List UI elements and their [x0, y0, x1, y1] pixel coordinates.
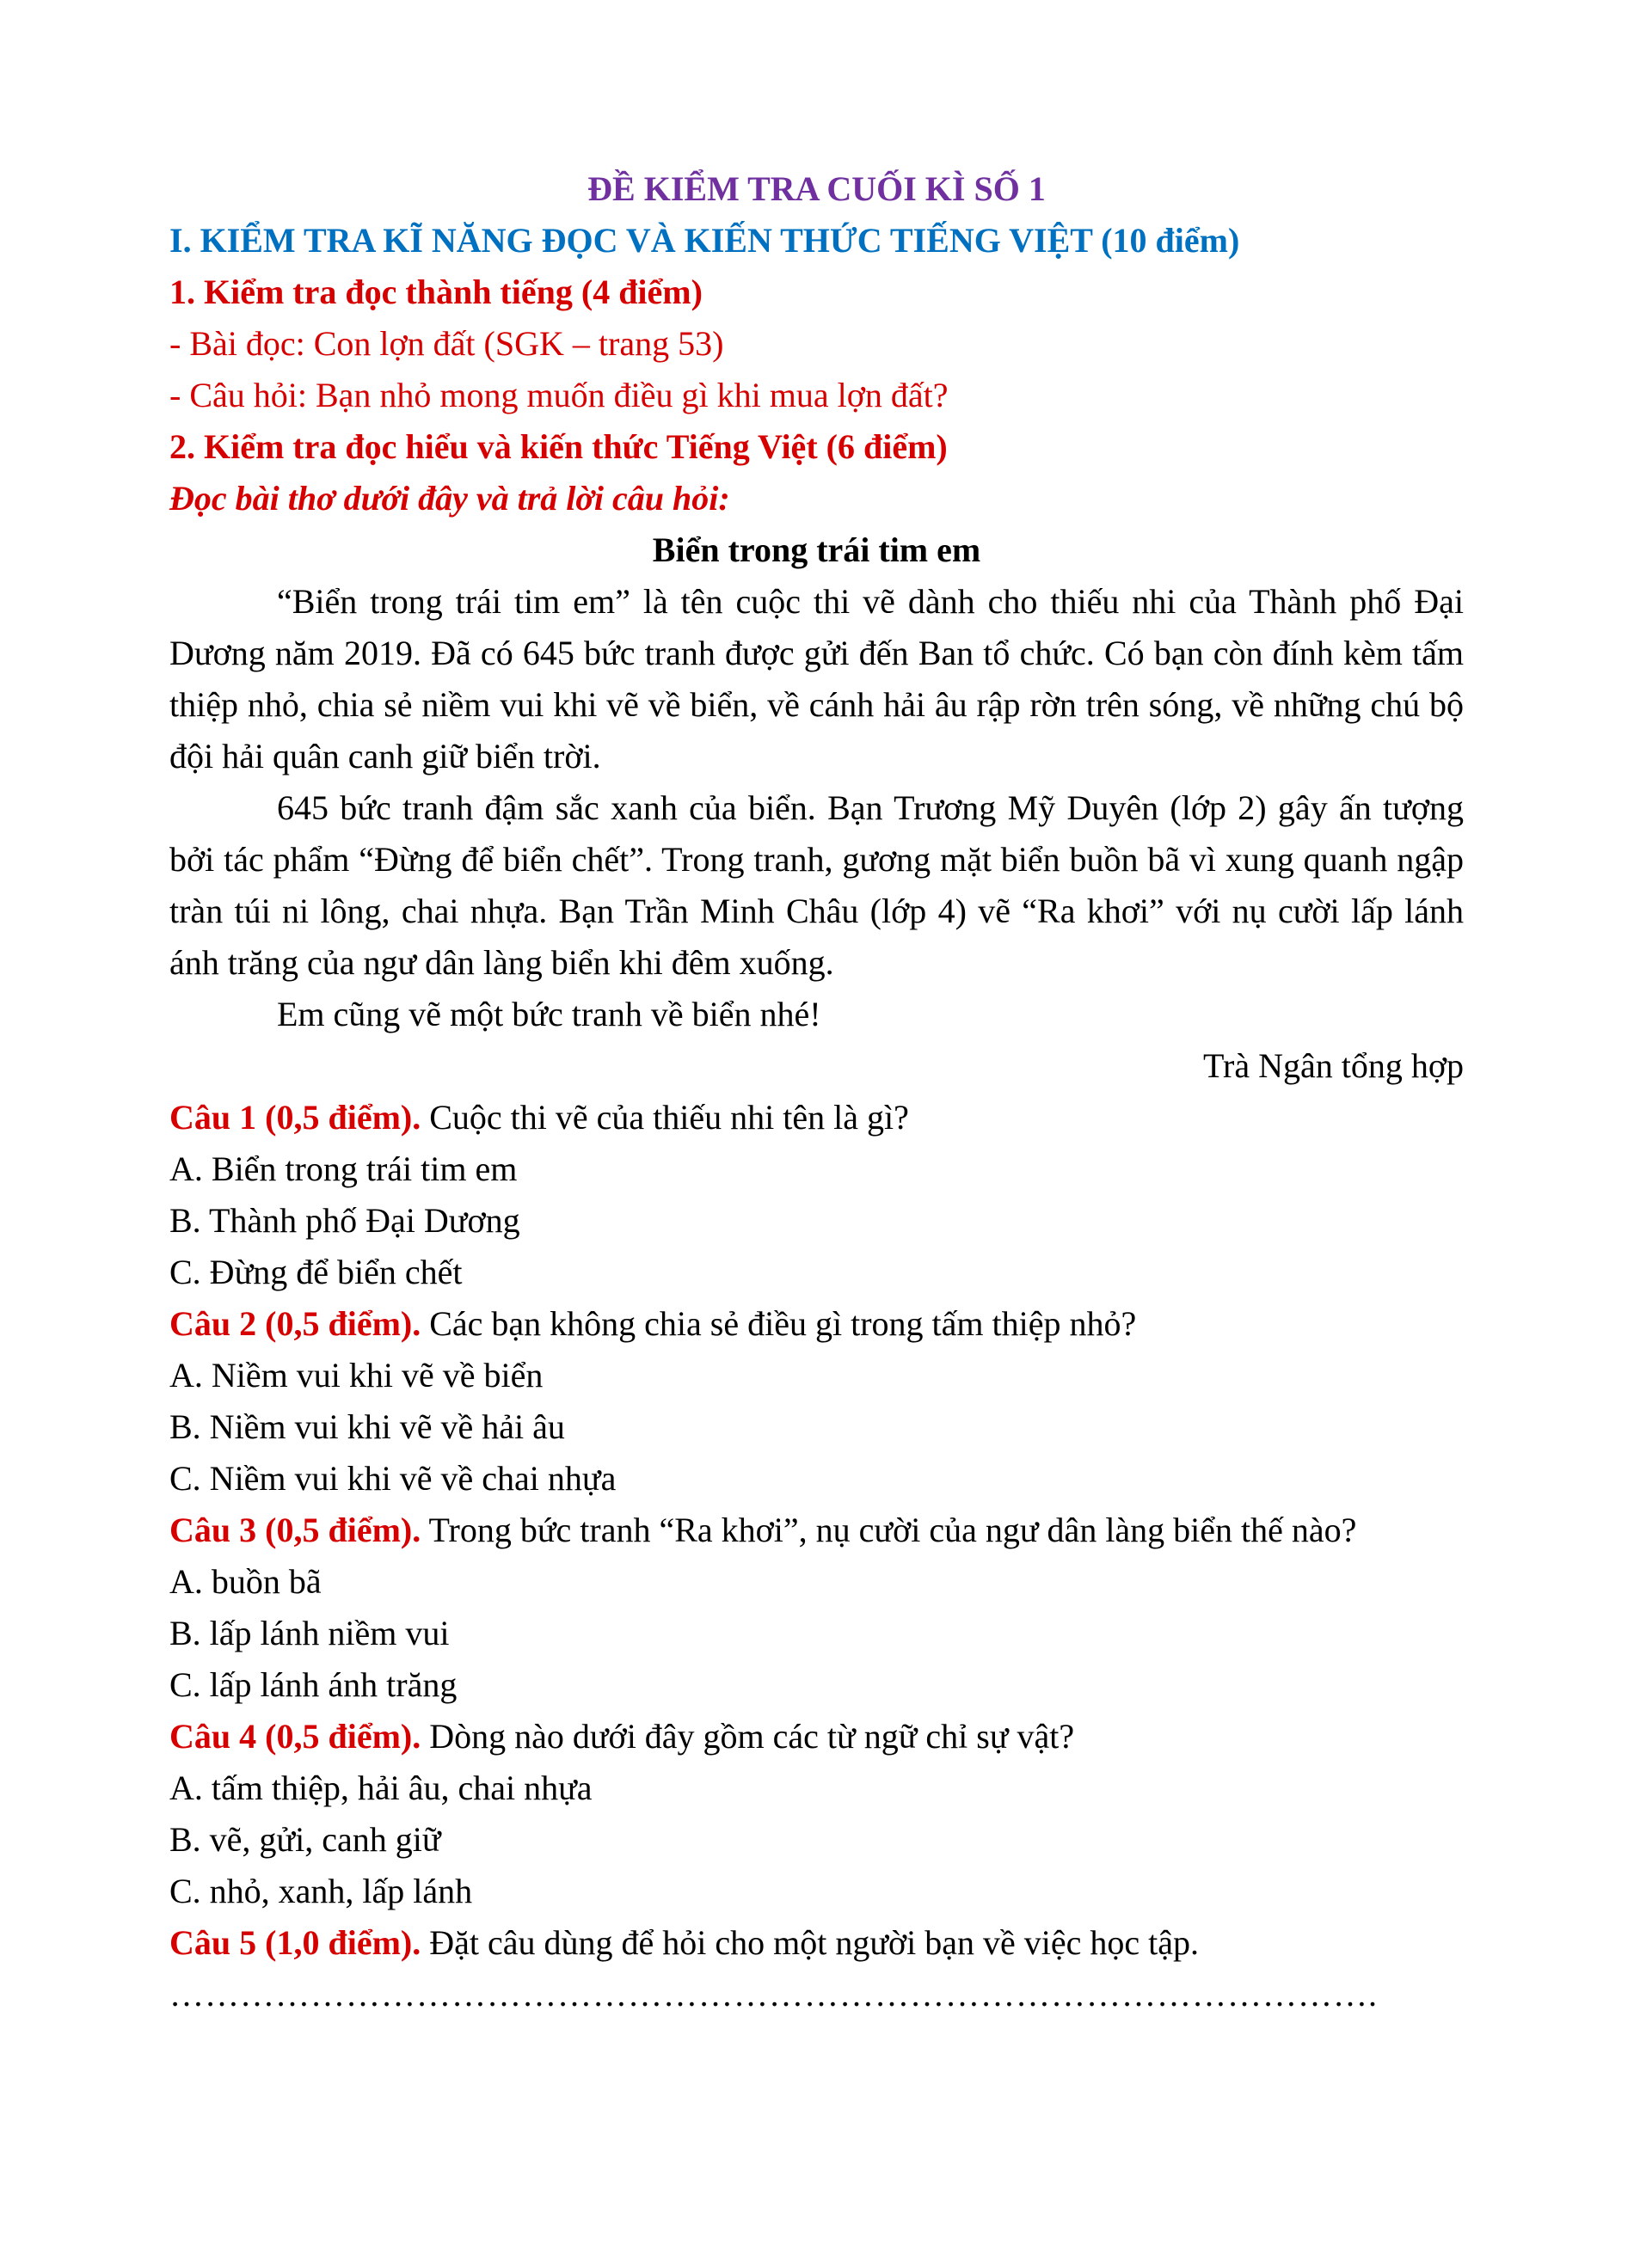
- answer-line[interactable]: ………………………………………………………………………………………….: [169, 1975, 1378, 2014]
- question-4-option-c: C. nhỏ, xanh, lấp lánh: [169, 1872, 473, 1910]
- question-1-option-a: A. Biển trong trái tim em: [169, 1149, 518, 1188]
- section1-heading: I. KIỂM TRA KĨ NĂNG ĐỌC VÀ KIẾN THỨC TIẾNG VIỆT (10 điểm): [169, 221, 1240, 260]
- question-3-option-c: C. lấp lánh ánh trăng: [169, 1665, 458, 1704]
- question-3-option-b: B. lấp lánh niềm vui: [169, 1614, 450, 1652]
- question-3-option-a: A. buồn bã: [169, 1562, 322, 1601]
- question-label: Câu 2 (0,5 điểm).: [169, 1304, 421, 1343]
- question-label: Câu 1 (0,5 điểm).: [169, 1098, 421, 1137]
- passage-paragraph: “Biển trong trái tim em” là tên cuộc thi vẽ dành cho thiếu nhi của Thành phố Đại Dương năm 2019. Đã có 645 bức tranh được gửi đến Ban tổ chức. Có bạn còn đính kèm tấm thiệp nhỏ, chia sẻ niềm vui khi vẽ về biển, về cánh hải âu rập rờn trên sóng, về những chú bộ đội hải quân canh giữ biển trời.: [169, 582, 1464, 775]
- question-label: Câu 3 (0,5 điểm).: [169, 1511, 421, 1549]
- question-label: Câu 4 (0,5 điểm).: [169, 1717, 421, 1756]
- question-2-option-c: C. Niềm vui khi vẽ về chai nhựa: [169, 1459, 617, 1498]
- question-1-option-b: B. Thành phố Đại Dương: [169, 1201, 520, 1240]
- passage-paragraph: 645 bức tranh đậm sắc xanh của biển. Bạn Trương Mỹ Duyên (lớp 2) gây ấn tượng bởi tác phẩm “Đừng để biển chết”. Trong tranh, gương mặt biển buồn bã vì xung quanh ngập tràn túi ni lông, chai nhựa. Bạn Trần Minh Châu (lớp 4) vẽ “Ra khơi” với nụ cười lấp lánh ánh trăng của ngư dân làng biển khi đêm xuống.: [169, 788, 1464, 982]
- part2-instruction: Đọc bài thơ dưới đây và trả lời câu hỏi:: [169, 479, 730, 518]
- exam-page: [169, 163, 1464, 2020]
- part1-heading: 1. Kiểm tra đọc thành tiếng (4 điểm): [169, 273, 703, 311]
- question-label: Câu 5 (1,0 điểm).: [169, 1923, 421, 1962]
- question-1: [169, 1092, 1464, 1143]
- question-text: Trong bức tranh “Ra khơi”, nụ cười của ngư dân làng biển thế nào?: [421, 1511, 1357, 1549]
- question-4-option-a: A. tấm thiệp, hải âu, chai nhựa: [169, 1768, 593, 1807]
- exam-title: ĐỀ KIỂM TRA CUỐI KÌ SỐ 1: [587, 169, 1046, 208]
- question-text: Cuộc thi vẽ của thiếu nhi tên là gì?: [421, 1098, 909, 1137]
- question-text: Dòng nào dưới đây gồm các từ ngữ chỉ sự vật?: [421, 1717, 1075, 1756]
- question-4: [169, 1711, 1464, 1762]
- part1-question: - Câu hỏi: Bạn nhỏ mong muốn điều gì khi mua lợn đất?: [169, 376, 949, 414]
- passage-title: Biển trong trái tim em: [652, 530, 981, 569]
- question-3: [169, 1505, 1464, 1556]
- part1-reading: - Bài đọc: Con lợn đất (SGK – trang 53): [169, 324, 724, 363]
- question-2-option-a: A. Niềm vui khi vẽ về biển: [169, 1356, 544, 1395]
- question-2-option-b: B. Niềm vui khi vẽ về hải âu: [169, 1407, 565, 1446]
- question-2: [169, 1298, 1464, 1350]
- passage-author: Trà Ngân tổng hợp: [1202, 1046, 1464, 1085]
- part2-heading: 2. Kiểm tra đọc hiểu và kiến thức Tiếng Việt (6 điểm): [169, 427, 948, 466]
- question-4-option-b: B. vẽ, gửi, canh giữ: [169, 1820, 441, 1859]
- question-text: Các bạn không chia sẻ điều gì trong tấm thiệp nhỏ?: [421, 1304, 1137, 1343]
- question-5: [169, 1917, 1464, 1969]
- passage-paragraph: Em cũng vẽ một bức tranh về biển nhé!: [277, 995, 821, 1033]
- question-text: Đặt câu dùng để hỏi cho một người bạn về việc học tập.: [421, 1923, 1200, 1962]
- question-1-option-c: C. Đừng để biển chết: [169, 1253, 463, 1291]
